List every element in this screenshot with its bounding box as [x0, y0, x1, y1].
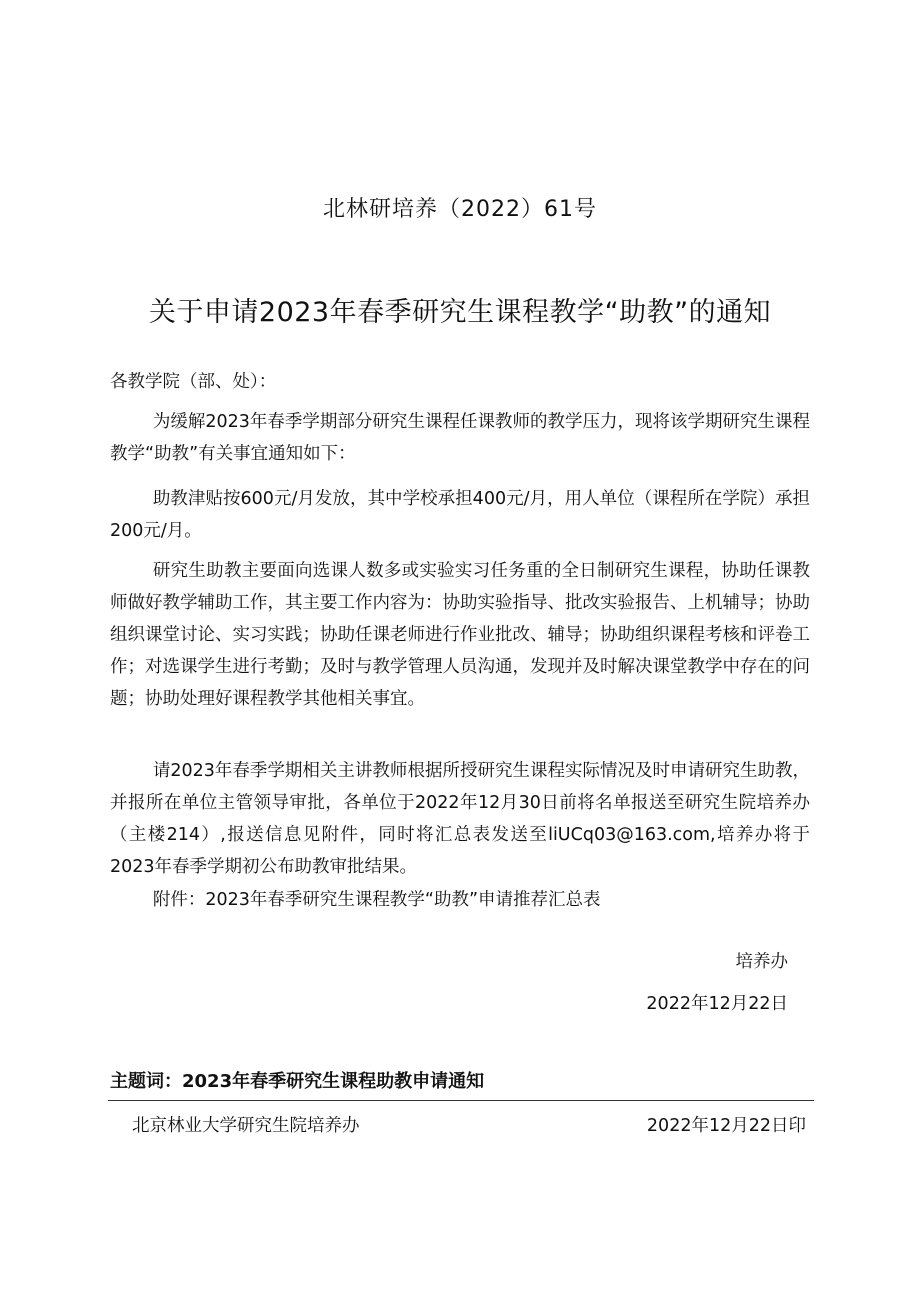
signature-date: 2022年12月22日 [646, 994, 788, 1014]
paragraph-1 [110, 406, 810, 470]
paragraph-text: 研究生助教主要面向选课人数多或实验实习任务重的全日制研究生课程，协助任课教师做好教学辅助工作，其主要工作内容为：协助实验指导、批改实验报告、上机辅导；协助组织课堂讨论、实习实践；协助任课老师进行作业批改、辅导；协助组织课程考核和评卷工作；对选课学生进行考勤；及时与教学管理人员沟通，发现并及时解决课堂教学中存在的问题；协助处理好课程教学其他相关事宜。 [110, 561, 810, 709]
subject-label: 主题词： [110, 1071, 182, 1092]
paragraph-4 [110, 755, 810, 883]
footer-divider [108, 1100, 814, 1101]
paragraph-text: 助教津贴按600元/月发放，其中学校承担400元/月，用人单位（课程所在学院）承担200元/月。 [110, 489, 810, 541]
attachment-line [110, 884, 810, 916]
paragraph-3 [110, 555, 810, 715]
paragraph-2 [110, 483, 810, 547]
issuer: 北京林业大学研究生院培养办 [132, 1116, 360, 1136]
paragraph-text: 为缓解2023年春季学期部分研究生课程任课教师的教学压力，现将该学期研究生课程教学“助教”有关事宜通知如下： [110, 412, 810, 464]
document-number: 北林研培养（2022）61号 [323, 197, 597, 222]
subject-text: 2023年春季研究生课程助教申请通知 [182, 1071, 485, 1092]
subject-line [110, 1068, 484, 1096]
print-date: 2022年12月22日印 [646, 1116, 806, 1136]
salutation: 各教学院（部、处）： [110, 372, 277, 392]
signature-office: 培养办 [735, 952, 788, 972]
document-title: 关于申请2023年春季研究生课程教学“助教”的通知 [148, 297, 772, 328]
paragraph-text: 请2023年春季学期相关主讲教师根据所授研究生课程实际情况及时申请研究生助教，并报所在单位主管领导审批，各单位于2022年12月30日前将名单报送至研究生院培养办（主楼214）,报送信息见附件，同时将汇总表发送至liUCq03@163.com,培养办将于2023年春季学期初公布助教审批结果。 [110, 761, 810, 877]
attachment-text: 附件：2023年春季研究生课程教学“助教”申请推荐汇总表 [152, 890, 601, 910]
